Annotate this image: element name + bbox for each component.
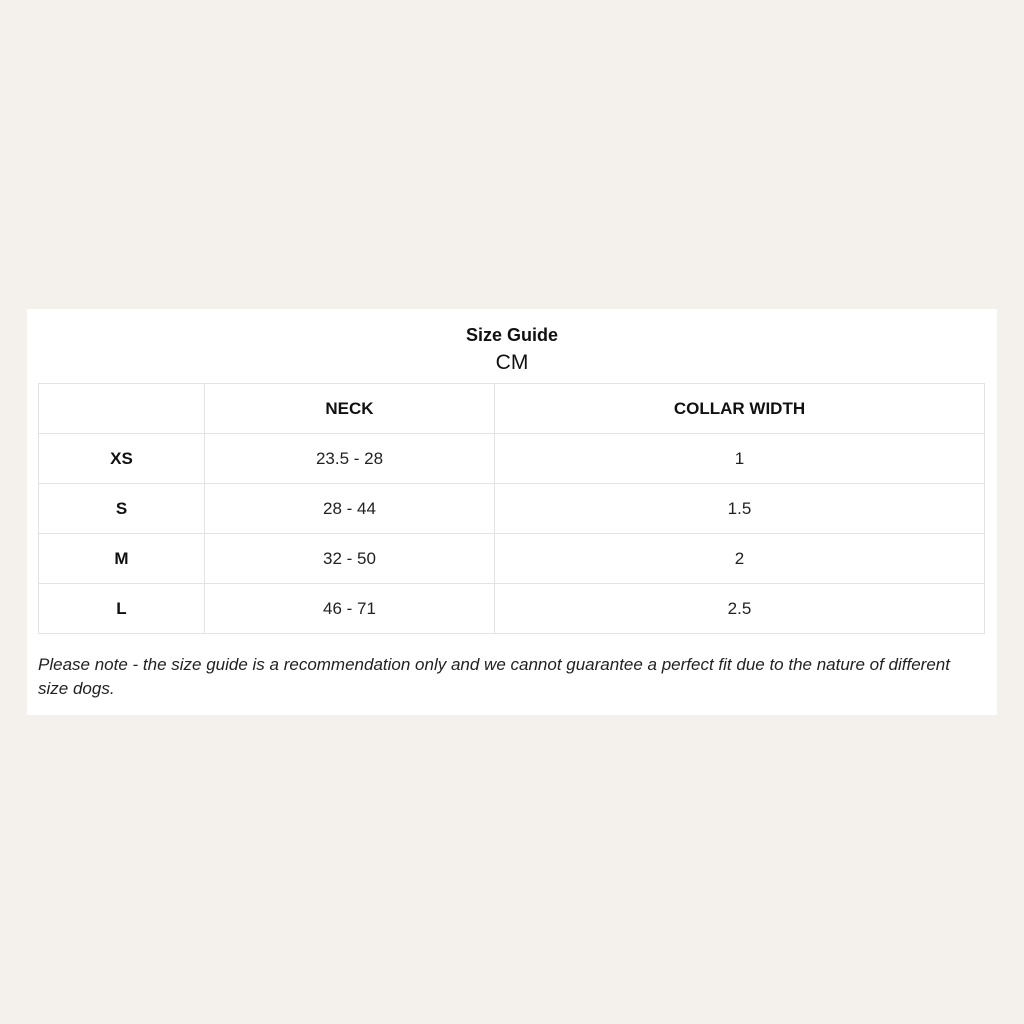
size-cell: XS — [39, 434, 205, 484]
size-table — [38, 383, 985, 634]
neck-cell: 32 - 50 — [205, 534, 495, 584]
table-row — [39, 534, 985, 584]
table-row — [39, 484, 985, 534]
collar-width-cell: 1 — [495, 434, 985, 484]
header-collar-width: COLLAR WIDTH — [495, 384, 985, 434]
neck-cell: 46 - 71 — [205, 584, 495, 634]
header-neck: NECK — [205, 384, 495, 434]
size-cell: S — [39, 484, 205, 534]
table-row — [39, 434, 985, 484]
collar-width-cell: 2.5 — [495, 584, 985, 634]
neck-cell: 28 - 44 — [205, 484, 495, 534]
collar-width-cell: 1.5 — [495, 484, 985, 534]
collar-width-cell: 2 — [495, 534, 985, 584]
size-guide-card — [27, 309, 997, 715]
neck-cell: 23.5 - 28 — [205, 434, 495, 484]
size-cell: L — [39, 584, 205, 634]
unit-label: CM — [495, 351, 529, 374]
header-size — [39, 384, 205, 434]
table-row — [39, 584, 985, 634]
table-header-row — [39, 384, 985, 434]
fit-disclaimer-note: Please note - the size guide is a recommendation only and we cannot guarantee a perfect fit due to the nature of different size dogs. — [38, 655, 950, 698]
size-guide-title: Size Guide — [465, 325, 559, 345]
size-cell: M — [39, 534, 205, 584]
